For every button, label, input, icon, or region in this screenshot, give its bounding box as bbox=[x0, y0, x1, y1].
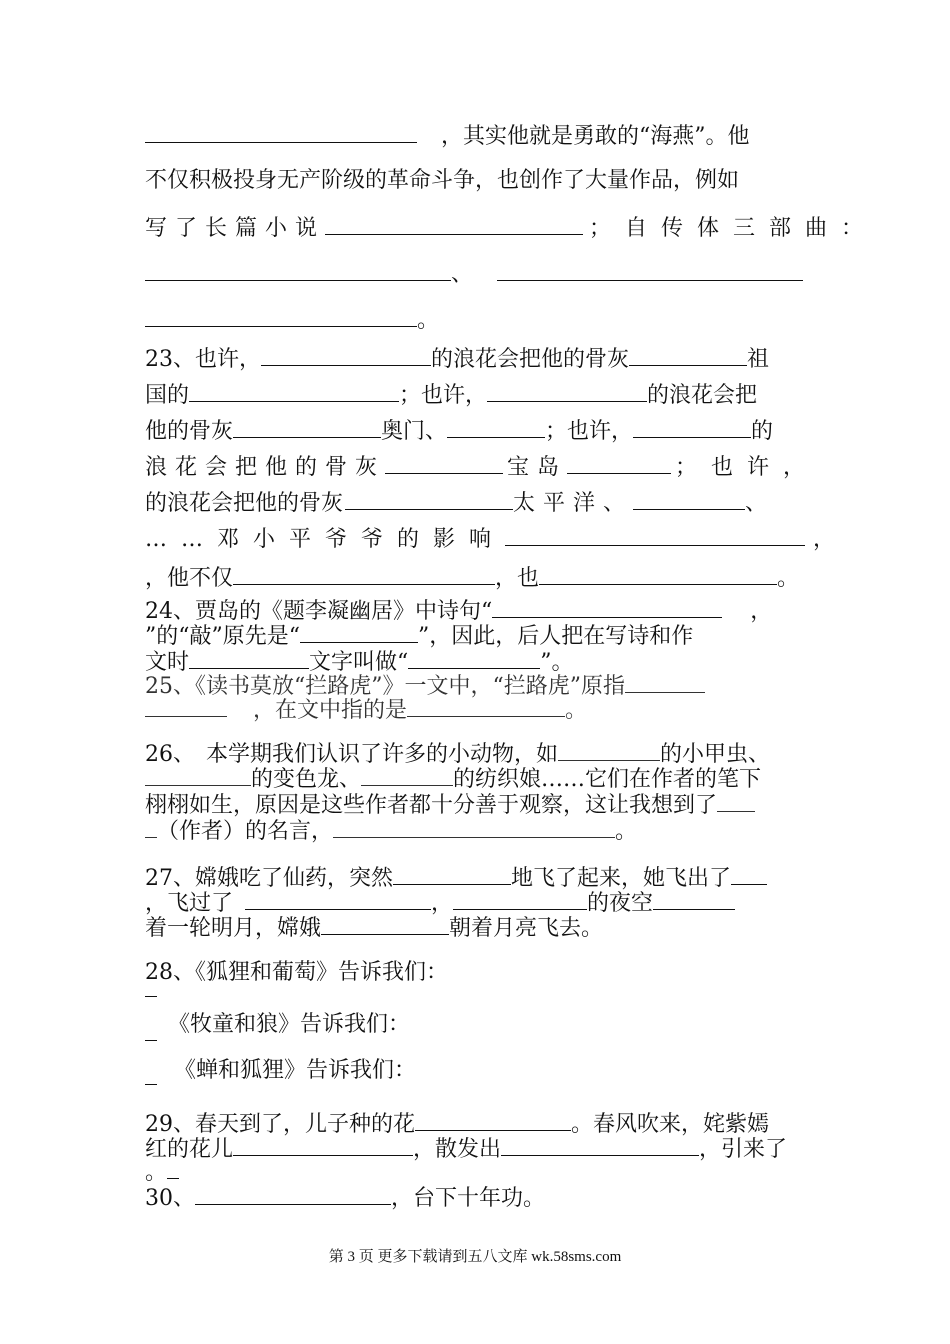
text: 。 bbox=[145, 1160, 168, 1185]
blank[interactable] bbox=[717, 791, 755, 812]
text: 红的花儿 bbox=[145, 1137, 234, 1162]
text: 地飞了起来，她飞出了 bbox=[511, 866, 732, 891]
answer-line[interactable] bbox=[145, 1084, 157, 1085]
text: 太平洋、 bbox=[513, 491, 634, 516]
blank[interactable] bbox=[393, 862, 511, 885]
text: ，在文中指的是 bbox=[253, 698, 408, 723]
question-29-line-2 bbox=[145, 1133, 787, 1165]
text: 27、嫦娥吃了仙药，突然 bbox=[145, 866, 393, 891]
blank[interactable] bbox=[245, 887, 431, 910]
blank[interactable] bbox=[625, 672, 705, 693]
blank[interactable] bbox=[233, 1133, 413, 1156]
page-footer: 第 3 页 更多下载请到五八文库 wk.58sms.com bbox=[328, 1249, 622, 1265]
text: 的 bbox=[751, 419, 774, 444]
line-3 bbox=[145, 212, 877, 244]
blank[interactable] bbox=[653, 887, 735, 910]
text: 《牧童和狼》告诉我们： bbox=[168, 1012, 411, 1037]
blank[interactable] bbox=[145, 120, 417, 143]
blank[interactable] bbox=[233, 562, 495, 585]
blank[interactable] bbox=[447, 415, 545, 438]
blank[interactable] bbox=[167, 1156, 179, 1179]
text: 的浪花会把 bbox=[647, 383, 758, 408]
text: ；也许， bbox=[675, 455, 820, 480]
text: 写了长篇小说 bbox=[145, 216, 326, 241]
text: ， bbox=[813, 527, 836, 552]
text: ”。 bbox=[540, 650, 574, 675]
line-4 bbox=[145, 258, 803, 290]
blank[interactable] bbox=[333, 817, 615, 838]
text: ，也 bbox=[495, 566, 540, 591]
blank[interactable] bbox=[558, 740, 660, 761]
text: 的变色龙、 bbox=[251, 767, 362, 792]
question-23-line-5 bbox=[145, 487, 767, 519]
text: ，台下十年功。 bbox=[391, 1186, 546, 1211]
blank[interactable] bbox=[261, 343, 431, 366]
blank[interactable] bbox=[145, 765, 251, 786]
text: ；也许， bbox=[399, 383, 488, 408]
text: ，他不仅 bbox=[145, 566, 234, 591]
text: 宝岛 bbox=[507, 455, 568, 480]
question-26-line-4 bbox=[145, 817, 637, 847]
blank[interactable] bbox=[233, 415, 381, 438]
text: 、 bbox=[451, 262, 474, 287]
blank[interactable] bbox=[567, 451, 671, 474]
text: 国的 bbox=[145, 383, 190, 408]
text: 28、《狐狸和葡萄》告诉我们： bbox=[145, 960, 448, 985]
text: 。 bbox=[417, 308, 440, 333]
text: 的浪花会把他的骨灰 bbox=[145, 491, 344, 516]
text: 。 bbox=[615, 819, 638, 844]
text: ，其实他就是勇敢的“海燕”。他 bbox=[441, 124, 750, 149]
blank[interactable] bbox=[195, 1182, 391, 1205]
text: ， bbox=[750, 599, 773, 624]
blank[interactable] bbox=[189, 379, 399, 402]
blank[interactable] bbox=[539, 562, 777, 585]
question-25-line-2 bbox=[145, 696, 587, 726]
answer-line[interactable] bbox=[145, 996, 157, 997]
blank[interactable] bbox=[487, 379, 647, 402]
blank[interactable] bbox=[407, 696, 565, 717]
question-23-line-7 bbox=[145, 562, 799, 594]
question-23-line-1 bbox=[145, 343, 769, 375]
text: ，散发出 bbox=[413, 1137, 502, 1162]
blank[interactable] bbox=[145, 258, 451, 281]
question-28-line-1 bbox=[145, 958, 448, 988]
text: 。 bbox=[777, 566, 800, 591]
question-23-line-6 bbox=[145, 523, 835, 555]
text: 的纺织娘……它们在作者的笔下 bbox=[453, 767, 762, 792]
text: 23、也许， bbox=[145, 347, 261, 372]
text: 的浪花会把他的骨灰 bbox=[431, 347, 630, 372]
text: 的夜空 bbox=[587, 891, 654, 916]
text: 文字叫做“ bbox=[309, 650, 409, 675]
blank[interactable] bbox=[145, 304, 417, 327]
text: 栩栩如生，原因是这些作者都十分善于观察，这让我想到了 bbox=[145, 793, 718, 818]
blank[interactable] bbox=[321, 912, 449, 935]
text: 30、 bbox=[145, 1186, 195, 1211]
blank[interactable] bbox=[415, 1108, 571, 1131]
blank[interactable] bbox=[145, 817, 157, 838]
question-30 bbox=[145, 1182, 545, 1214]
blank[interactable] bbox=[492, 595, 722, 618]
text: 。春风吹来，姹紫嫣 bbox=[571, 1112, 770, 1137]
text: ……邓小平爷爷的影响 bbox=[145, 527, 506, 552]
question-23-line-3 bbox=[145, 415, 773, 447]
text: ；自传体三部曲： bbox=[589, 216, 878, 241]
blank[interactable] bbox=[145, 696, 227, 717]
text: 朝着月亮飞去。 bbox=[449, 916, 604, 941]
question-23-line-4 bbox=[145, 451, 819, 483]
text: 祖 bbox=[747, 347, 770, 372]
text: 、 bbox=[745, 491, 768, 516]
text: 24、贾岛的《题李凝幽居》中诗句“ bbox=[145, 599, 493, 624]
blank[interactable] bbox=[345, 487, 513, 510]
blank[interactable] bbox=[325, 212, 583, 235]
text: ；也许， bbox=[545, 419, 634, 444]
text: 不仅积极投身无产阶级的革命斗争，也创作了大量作品，例如 bbox=[145, 168, 740, 193]
blank[interactable] bbox=[300, 620, 418, 643]
text: 的小甲虫、 bbox=[660, 742, 771, 767]
blank[interactable] bbox=[731, 862, 767, 885]
text: （作者）的名言， bbox=[157, 819, 334, 844]
question-28-line-3 bbox=[174, 1056, 416, 1086]
answer-line[interactable] bbox=[145, 1040, 157, 1041]
text: ，飞过了 bbox=[145, 891, 234, 916]
text: 。 bbox=[565, 698, 588, 723]
question-23-line-2 bbox=[145, 379, 757, 411]
blank[interactable] bbox=[385, 451, 503, 474]
text: 29、春天到了，儿子种的花 bbox=[145, 1112, 415, 1137]
line-2 bbox=[145, 166, 739, 196]
text: 26、 本学期我们认识了许多的小动物，如 bbox=[145, 742, 558, 767]
text: 着一轮明月，嫦娥 bbox=[145, 916, 322, 941]
line-5 bbox=[145, 304, 439, 336]
question-27-line-3 bbox=[145, 912, 603, 944]
blank[interactable] bbox=[633, 487, 745, 510]
blank[interactable] bbox=[189, 646, 309, 669]
text: ”的“敲”原先是“ bbox=[145, 624, 300, 649]
blank[interactable] bbox=[629, 343, 747, 366]
text: ，引来了 bbox=[699, 1137, 788, 1162]
text: ”，因此，后人把在写诗和作 bbox=[418, 624, 694, 649]
text: 《蝉和狐狸》告诉我们： bbox=[174, 1058, 417, 1083]
text: 25、《读书莫放“拦路虎”》一文中，“拦路虎”原指 bbox=[145, 674, 625, 699]
text: 文时 bbox=[145, 650, 190, 675]
text: 浪花会把他的骨灰 bbox=[145, 455, 386, 480]
text: 奥门、 bbox=[381, 419, 448, 444]
blank[interactable] bbox=[408, 646, 540, 669]
blank[interactable] bbox=[633, 415, 751, 438]
blank[interactable] bbox=[505, 523, 805, 546]
blank[interactable] bbox=[501, 1133, 699, 1156]
text: 他的骨灰 bbox=[145, 419, 234, 444]
blank[interactable] bbox=[497, 258, 803, 281]
text: ， bbox=[431, 891, 454, 916]
line-1 bbox=[145, 120, 750, 152]
blank[interactable] bbox=[361, 765, 453, 786]
question-28-line-2 bbox=[168, 1010, 410, 1040]
blank[interactable] bbox=[453, 887, 587, 910]
